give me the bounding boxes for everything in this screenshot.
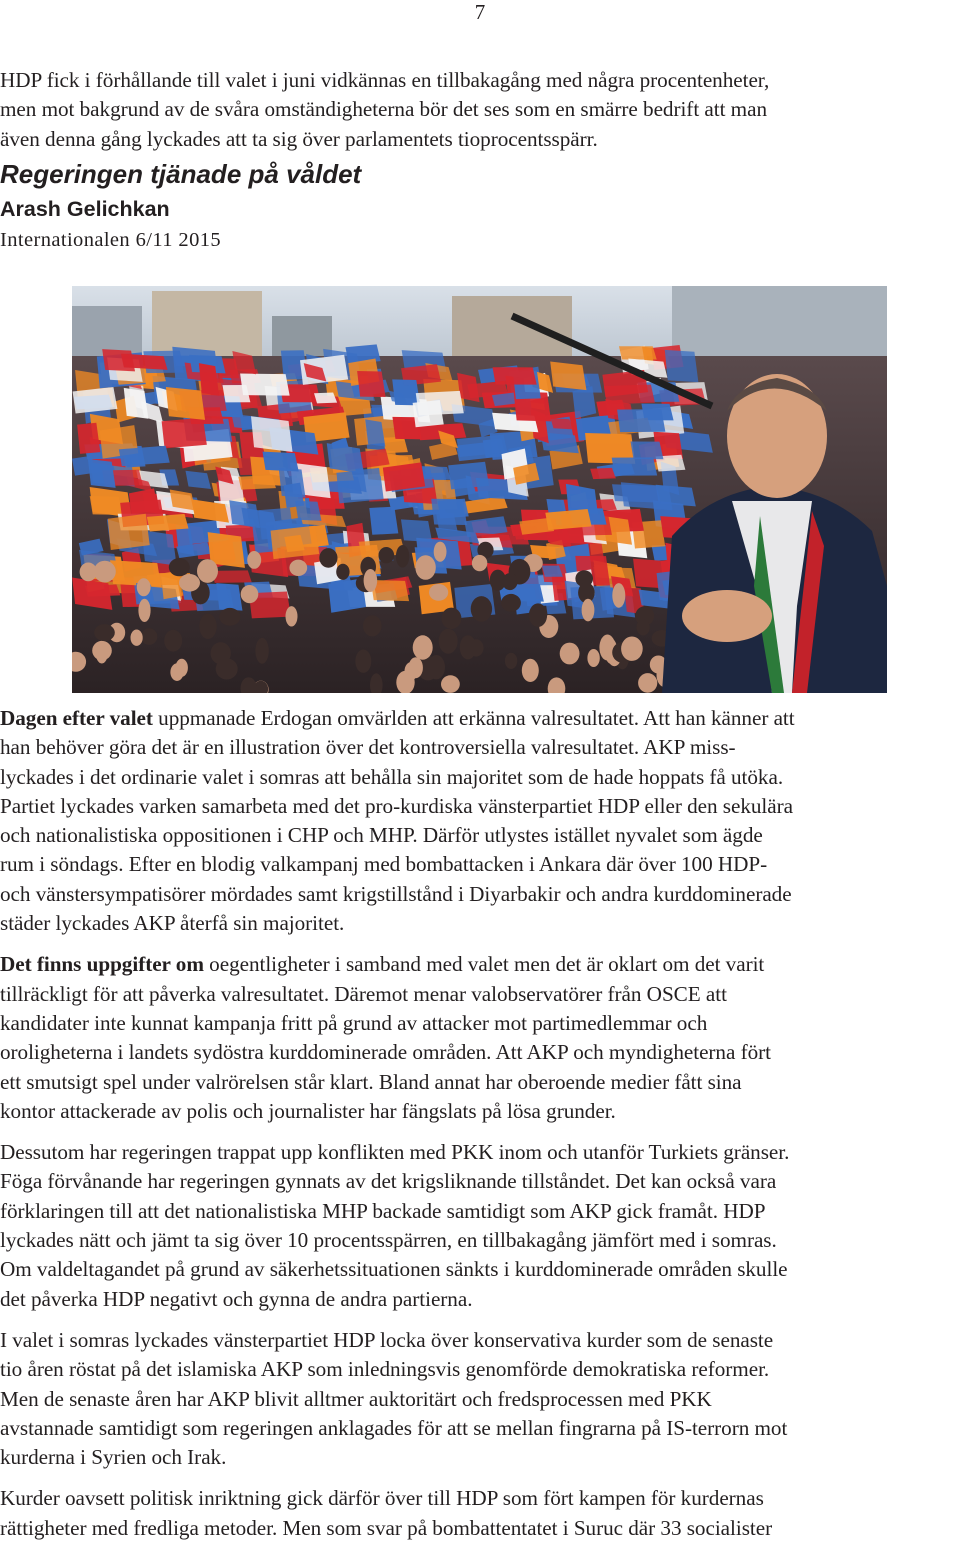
crowd-head [415,555,435,580]
crowd-head [138,599,150,622]
flag-shape [493,367,537,384]
body-line: uppmanade Erdogan omvärlden att erkänna valresultatet. Att han känner att [152,706,795,730]
crowd-head [199,614,216,639]
body-line: och nationalistiska oppositionen i CHP och MHP. Därför utlystes istället nyvalet som ägde [0,823,763,848]
crowd-head [141,628,157,645]
crowd-head [164,630,182,652]
crowd-head [460,635,476,659]
flag-shape [88,459,116,488]
intro-paragraph [0,66,960,154]
crowd-head [247,551,261,569]
crowd-head [636,619,649,635]
body-line: kurderna i Syrien och Irak. [0,1445,227,1470]
intro-line: även denna gång lyckades att ta sig över parlamentets tioprocentsspärr. [0,126,598,151]
body-paragraph-5 [0,1484,960,1543]
crowd-head [179,574,200,592]
crowd-head [413,635,433,659]
crowd-head [501,594,521,612]
crowd-head [405,662,418,680]
page-number: 7 [474,0,486,24]
crowd-head [363,615,382,636]
crowd-head [211,642,231,664]
flag-shape [222,385,250,402]
body-line: oroligheterna i landets sydöstra kurddominerade områden. Att AKP och myndigheterna fört [0,1040,771,1065]
body-line: I valet i somras lyckades vänsterpartiet HDP locka över konservativa kurder som de senaste [0,1327,774,1352]
flag-shape [630,441,663,459]
body-paragraph-3 [0,1138,960,1314]
crowd-head [219,608,240,626]
flag-shape [590,468,616,479]
crowd-head [439,629,458,654]
flag-shape [617,409,665,432]
rally-photo [72,286,887,693]
flag-shape [357,371,385,397]
body-line: Kurder oavsett politisk inriktning gick därför över till HDP som fört kampen för kurdernas [0,1486,764,1511]
flag-shape [545,509,591,530]
crowd-head [612,583,625,608]
flag-shape [431,499,467,525]
flag-shape [619,346,657,359]
flag-shape [147,514,189,532]
body-line: Dessutom har regeringen trappat upp konflikten med PKK inom och utanför Turkiets gränser. [0,1140,790,1165]
body-line: kandidater inte kunnat kampanja fritt på grund av attacker mot partimedlemmar och [0,1010,708,1035]
flag-shape [448,462,489,490]
flag-shape [413,400,444,427]
intro-line: men mot bakgrund av de svåra omständigheterna bör det ses som en smärre bedrift att man [0,97,767,122]
body-line: avstannade samtidigt som regeringen anklagades för att se mellan fingrarna på IS-terrorn mot [0,1415,788,1440]
crowd-head [286,606,298,626]
body-line: Föga förvånande har regeringen gynnats av det krigsliknande tillståndet. Det kan också vara [0,1169,777,1194]
crowd-head [170,663,183,681]
body-line: tio åren röstat på det islamiska AKP som inledningsvis genomförde demokratiska reformer. [0,1357,770,1382]
flag-shape [271,526,320,559]
body-paragraph-1 [0,704,960,938]
crowd-head [428,655,445,679]
flag-shape [665,350,699,382]
article-author: Arash Gelichkan [0,196,170,221]
crowd-head [434,542,447,562]
crowd-head [621,637,643,661]
crowd-head [472,555,487,571]
crowd-head [396,545,409,568]
article-header [0,66,960,254]
body-line: städer lyckades AKP återfå sin majoritet. [0,911,345,936]
flag-shape [550,362,586,391]
crowd-head [582,599,595,622]
crowd-head [429,584,448,601]
crowd-head [131,630,143,646]
crowd-head [241,585,259,603]
flag-shape [77,423,100,454]
flag-shape [263,452,299,472]
flag-shape [314,392,337,403]
body-line: oegentligheter i samband med valet men det är oklart om det varit [203,952,765,977]
flag-shape [110,560,161,587]
flag-shape [612,457,657,475]
crowd-head [505,653,517,669]
body-line: rum i söndags. Efter en blodig valkampanj med bombattacken i Ankara där över 100 HDP- [0,852,768,877]
crowd-head [255,638,268,664]
flag-shape [612,484,661,502]
body-line: förklaringen till att det nationalistiska MHP backade samtidigt som AKP gick framåt. HDP [0,1198,766,1223]
flag-shape [251,416,293,452]
flag-shape [401,519,432,542]
body-paragraph-2 [0,950,960,1126]
article-body [0,704,960,1555]
crowd-head [522,659,539,682]
crowd-head [92,641,112,660]
body-line: tillräckligt för att påverka valresultatet. Däremot menar valobservatörer från OSCE att [0,981,727,1006]
crowd-head [197,559,218,583]
body-line: och vänstersympatisörer mördades samt krigstillstånd i Diyarbakir och andra kurddominerade [0,881,792,906]
crowd-head [169,558,190,576]
crowd-head [289,560,307,576]
body-line: Om valdeltagandet på grund av säkerhetssituationen sänkts i kurddominerade områden skulle [0,1257,788,1282]
crowd-head [638,673,657,693]
body-line: ett smutsigt spel under valrörelsen står klart. Bland annat har oberoende medier fått sina [0,1069,742,1094]
crowd-head [364,569,378,592]
crowd-head [336,564,349,580]
crowd-head [560,643,580,665]
flag-shape [121,354,168,370]
crowd-head [137,578,151,596]
crowd-head [529,603,547,627]
crowd-head [587,649,599,667]
crowd-head [94,561,116,583]
flag-shape [119,446,170,466]
body-line: lyckades nätt och jämt ta sig över 10 procentsspärren, en tillbakagång jämfört med i somras. [0,1228,777,1253]
body-line: rättigheter med fredliga metoder. Men som svar på bombattentatet i Suruc där 33 socialister [0,1515,773,1540]
body-line: kontor attackerade av polis och journalister har fängslats på lösa grunder. [0,1098,616,1123]
flag-shape [383,437,408,453]
body-line: han behöver göra det är en illustration över det kontroversiella valresultatet. AKP miss- [0,735,736,760]
flag-shape [604,385,655,405]
flag-shape [229,500,260,528]
flag-shape [166,387,205,420]
crowd-head [471,596,492,622]
crowd-head [319,548,337,568]
paragraph-lead: Dagen efter valet [0,706,153,730]
flag-shape [73,387,118,413]
article-source: Internationalen 6/11 2015 [0,228,222,251]
paragraph-lead: Det finns uppgifter om [0,952,204,977]
crowd-head [355,650,371,673]
body-line: lyckades i det ordinarie valet i somras att behålla sin majoritet som de hade hoppats få utöka. [0,764,784,789]
flag-shape [295,501,321,521]
crowd-head [441,608,461,629]
flag-shape [369,507,398,535]
flag-shape [108,514,150,550]
crowd-head [94,624,115,641]
crowd-head [599,635,615,661]
body-line: Partiet lyckades varken samarbeta med det pro-kurdiska vänsterpartiet HDP eller den sekulära [0,793,793,818]
building [452,296,572,366]
crowd-head [441,675,460,693]
crowd-head [379,547,395,563]
body-line: Men de senaste åren har AKP blivit alltmer auktoritärt och fredsprocessen med PKK [0,1386,712,1411]
body-paragraph-4 [0,1326,960,1472]
rally-photo-illustration [72,286,887,693]
crowd-head [502,573,517,590]
body-line: det påverka HDP negativt och gynna de andra partierna. [0,1286,473,1311]
flag-shape [162,418,207,449]
intro-line: HDP fick i förhållande till valet i juni vidkännas en tillbakagång med några procentenheter, [0,68,770,92]
article-title: Regeringen tjänade på våldet [0,158,362,189]
